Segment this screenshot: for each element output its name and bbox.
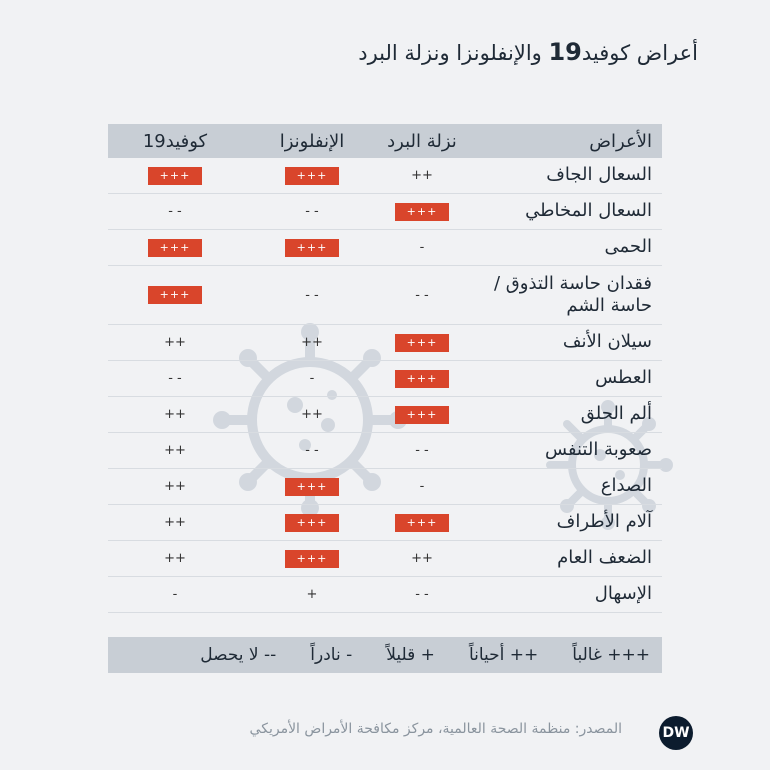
symptom-name: آلام الأطراف [462,505,662,541]
cell-covid [108,325,242,361]
legend-never: -- لا يحصل [200,645,277,665]
frequency-badge: +++ [148,239,202,257]
cell-covid [108,230,242,266]
table-row [108,505,662,541]
legend-rarely-mild: + قليلاً [386,645,435,665]
source-note: المصدر: منظمة الصحة العالمية، مركز مكافحة الأمراض الأمريكي [249,721,622,737]
cell-covid [108,266,242,325]
frequency-badge: +++ [285,550,339,568]
cell-covid [108,433,242,469]
header-cold: نزلة البرد [382,124,462,158]
frequency-value: - - [305,287,319,303]
cell-cold [382,158,462,194]
symptom-name: سيلان الأنف [462,325,662,361]
frequency-value: - - [415,587,429,602]
table-row [108,433,662,469]
table-row [108,577,662,613]
frequency-value: ++ [164,551,186,566]
frequency-value: ++ [301,407,323,422]
cell-flu [242,541,382,577]
cell-cold [382,397,462,433]
page-title: أعراض كوفيد19 والإنفلونزا ونزلة البرد [358,38,698,66]
frequency-badge: +++ [285,478,339,496]
symptom-name: ألم الحلق [462,397,662,433]
frequency-value: + [306,587,318,602]
cell-cold [382,266,462,325]
frequency-badge: +++ [148,167,202,185]
cell-cold [382,230,462,266]
table-row [108,361,662,397]
table-row [108,541,662,577]
cell-cold [382,577,462,613]
symptom-name: العطس [462,361,662,397]
cell-cold [382,325,462,361]
symptom-name: الصداع [462,469,662,505]
frequency-badge: +++ [285,167,339,185]
frequency-value: - [419,479,425,494]
symptom-name: الضعف العام [462,541,662,577]
frequency-badge: +++ [395,334,449,352]
legend-bar [108,637,662,673]
frequency-value: ++ [411,551,433,566]
cell-flu [242,469,382,505]
symptom-name: الإسهال [462,577,662,613]
cell-covid [108,469,242,505]
cell-flu [242,397,382,433]
frequency-value: ++ [301,335,323,350]
cell-covid [108,397,242,433]
legend-often: +++ غالباً [572,645,650,665]
cell-covid [108,577,242,613]
frequency-badge: +++ [148,286,202,304]
header-flu: الإنفلونزا [242,124,382,158]
table-row [108,469,662,505]
legend-rare: - نادراً [310,645,353,665]
frequency-value: ++ [164,407,186,422]
cell-cold [382,433,462,469]
dw-logo-icon: DW [659,716,693,750]
cell-covid [108,505,242,541]
table-row [108,325,662,361]
cell-flu [242,361,382,397]
symptom-name: السعال المخاطي [462,194,662,230]
cell-cold [382,505,462,541]
header-symptoms: الأعراض [462,124,662,158]
frequency-value: ++ [164,335,186,350]
frequency-badge: +++ [395,370,449,388]
frequency-value: ++ [164,479,186,494]
table-row [108,158,662,194]
table-row [108,397,662,433]
cell-cold [382,361,462,397]
symptom-name: الحمى [462,230,662,266]
symptom-name: صعوبة التنفس [462,433,662,469]
cell-covid [108,541,242,577]
table-row [108,194,662,230]
frequency-value: ++ [164,515,186,530]
symptom-name: السعال الجاف [462,158,662,194]
symptom-name: فقدان حاسة التذوق / حاسة الشم [462,266,662,325]
cell-flu [242,158,382,194]
header-covid: كوفيد19 [108,124,242,158]
frequency-value: - - [168,371,182,386]
cell-cold [382,194,462,230]
cell-flu [242,230,382,266]
cell-flu [242,266,382,325]
cell-flu [242,433,382,469]
cell-cold [382,541,462,577]
table-header-row [108,124,662,158]
cell-flu [242,505,382,541]
frequency-value: - - [168,204,182,219]
frequency-value: - [419,240,425,255]
cell-cold [382,469,462,505]
table-row [108,230,662,266]
table-row [108,266,662,325]
legend-sometimes: ++ أحياناً [468,645,539,665]
frequency-value: - - [415,443,429,458]
frequency-badge: +++ [285,514,339,532]
frequency-badge: +++ [395,203,449,221]
frequency-value: - - [305,443,319,458]
symptoms-table [108,124,662,613]
frequency-value: - [309,371,315,386]
cell-covid [108,158,242,194]
frequency-value: - - [305,204,319,219]
cell-flu [242,577,382,613]
frequency-badge: +++ [285,239,339,257]
frequency-value: - [172,587,178,602]
cell-flu [242,325,382,361]
frequency-value: - - [415,287,429,303]
cell-covid [108,194,242,230]
cell-flu [242,194,382,230]
cell-covid [108,361,242,397]
frequency-badge: +++ [395,514,449,532]
frequency-value: ++ [411,168,433,183]
frequency-value: ++ [164,443,186,458]
frequency-badge: +++ [395,406,449,424]
